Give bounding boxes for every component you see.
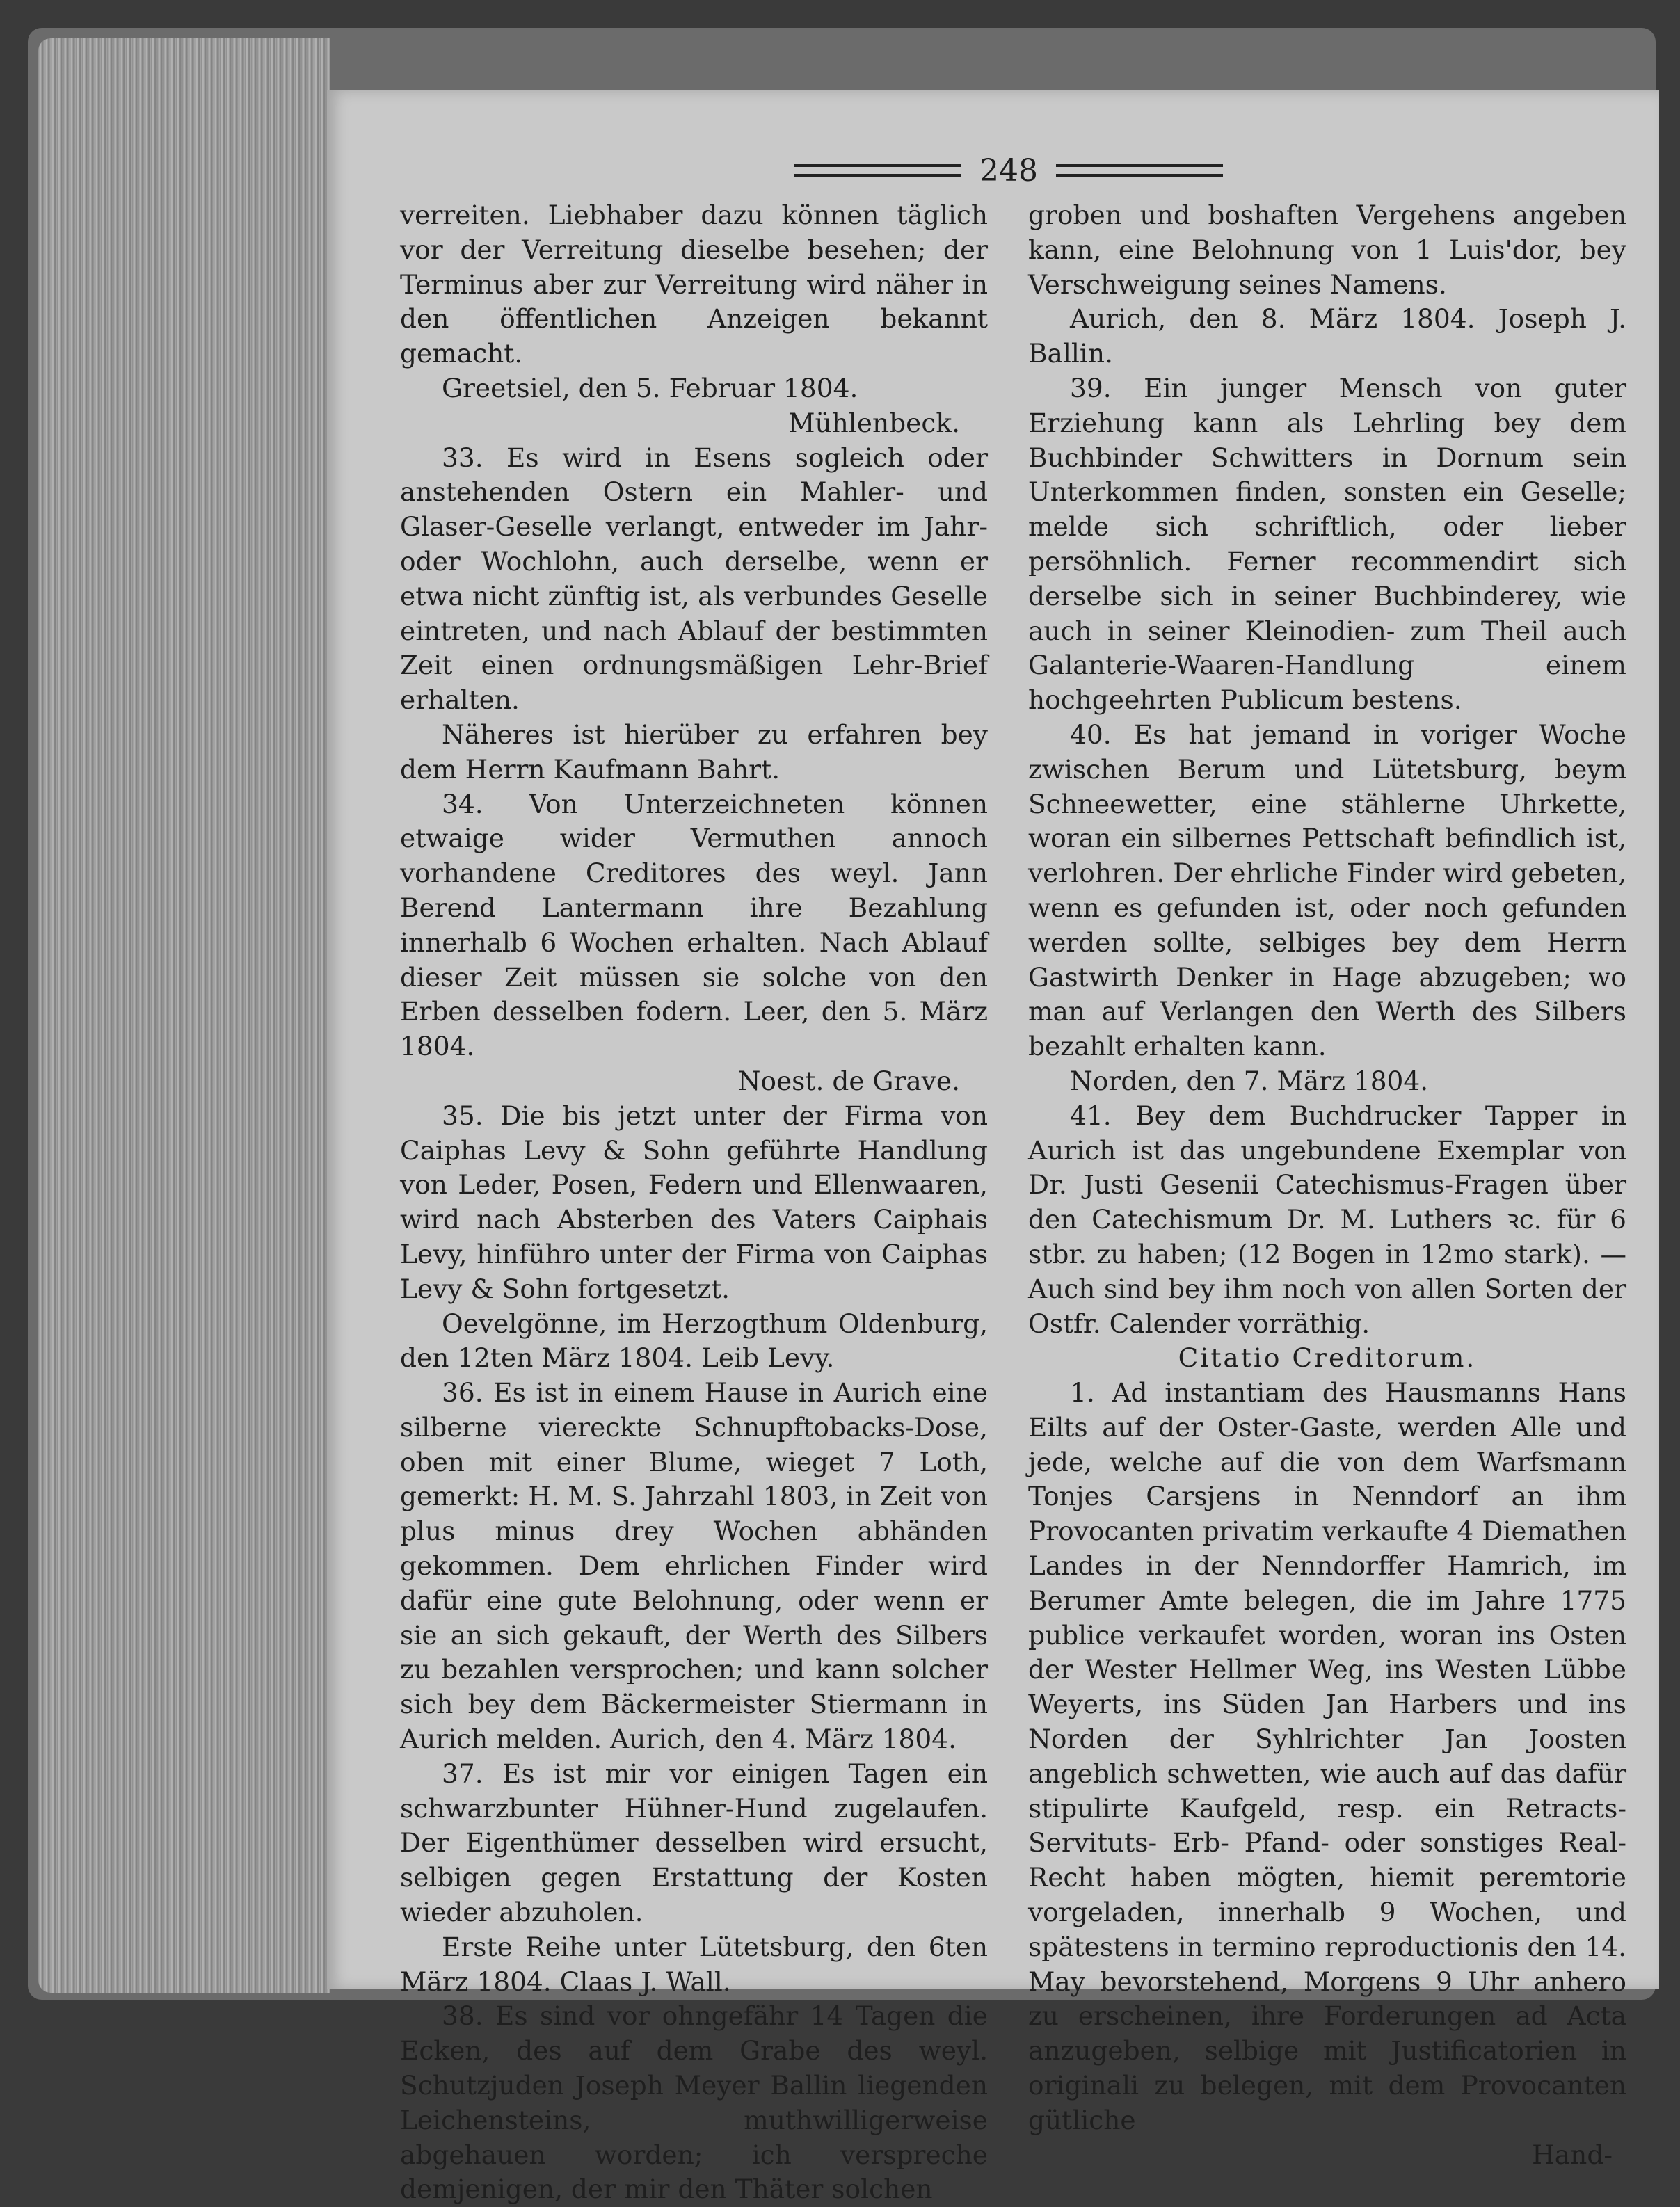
paragraph: Norden, den 7. März 1804. — [1070, 1065, 1429, 1096]
paragraph: Erste Reihe unter Lütetsburg, den 6ten März 1804. Claas J. Wall. — [400, 1931, 988, 1997]
paragraph: Aurich, den 8. März 1804. Joseph J. Ballin. — [1028, 303, 1626, 369]
header-rule-right — [1056, 164, 1223, 177]
paragraph: 37. Es ist mir vor einigen Tagen ein schwarzbunter Hühner-Hund zugelaufen. Der Eigenthümer desselben wird ersucht, selbigen gegen Erstattung der Kosten wieder abzuholen. — [400, 1758, 988, 1928]
page-header — [783, 150, 1235, 191]
signature-line: Mühlenbeck. — [788, 407, 960, 438]
paragraph: 36. Es ist in einem Hause in Aurich eine silberne viereckte Schnupftobacks-Dose, oben mit einer Blume, wieget 7 Loth, gemerkt: H. M. S. Jahrzahl 1803, in Zeit von plus minus drey Wochen abhänden gekommen. Dem ehrlichen Finder wird dafür eine gute Belohnung, oder wenn er sie an sich gekauft, der Werth des Silbers zu bezahlen versprochen; und kann solcher sich bey dem Bäckermeister Stiermann in Aurich melden. Aurich, den 4. März 1804. — [400, 1377, 988, 1755]
page-edges — [38, 38, 330, 1993]
right-column — [1028, 198, 1626, 2172]
paragraph: Oevelgönne, im Herzogthum Oldenburg, den 12ten März 1804. Leib Levy. — [400, 1308, 988, 1374]
page-number: 248 — [979, 152, 1038, 188]
paragraph: 35. Die bis jetzt unter der Firma von Caiphas Levy & Sohn geführte Handlung von Leder, Posen, Federn und Ellenwaaren, wird nach Absterben des Vaters Caiphais Levy, hinführo unter der Firma von Caiphas Levy & Sohn fortgesetzt. — [400, 1100, 988, 1304]
paragraph: 34. Von Unterzeichneten können etwaige wider Vermuthen annoch vorhandene Creditores des weyl. Jann Berend Lantermann ihre Bezahlung innerhalb 6 Wochen erhalten. Nach Ablauf dieser Zeit müssen sie solche von den Erben desselben fodern. Leer, den 5. März 1804. — [400, 788, 988, 1062]
signature-line: Noest. de Grave. — [737, 1065, 960, 1096]
paragraph: verreiten. Liebhaber dazu können täglich vor der Verreitung dieselbe besehen; der Terminus aber zur Verreitung wird näher in den öffentlichen Anzeigen bekannt gemacht. — [400, 200, 988, 369]
section-heading: Citatio Creditorum. — [1178, 1342, 1477, 1374]
left-column — [400, 198, 988, 2207]
paragraph: 40. Es hat jemand in voriger Woche zwischen Berum und Lütetsburg, beym Schneewetter, eine stählerne Uhrkette, woran ein silbernes Pettschaft befindlich ist, verlohren. Der ehrliche Finder wird gebeten, wenn es gefunden ist, oder noch gefunden werden sollte, selbiges bey dem Herrn Gastwirth Denker in Hage abzugeben; wo man auf Verlangen den Werth des Silbers bezahlt erhalten kann. — [1028, 719, 1626, 1062]
catchword: Hand- — [1532, 2139, 1613, 2170]
paragraph: Näheres ist hierüber zu erfahren bey dem Herrn Kaufmann Bahrt. — [400, 719, 988, 785]
paragraph: 1. Ad instantiam des Hausmanns Hans Eilts auf der Oster-Gaste, werden Alle und jede, welche auf die von dem Warfsmann Tonjes Carsjens in Nenndorf an ihm Provocanten privatim verkaufte 4 Diemathen Landes in der Nenndorffer Hamrich, im Berumer Amte belegen, die im Jahre 1775 publice verkaufet worden, woran ins Osten der Wester Hellmer Weg, ins Westen Lübbe Weyerts, ins Süden Jan Harbers und ins Norden der Syhlrichter Jan Joosten angeblich schwetten, wie auch auf das dafür stipulirte Kaufgeld, resp. ein Retracts- Servituts- Erb- Pfand- oder sonstiges Real-Recht haben mögten, hiemit peremtorie vorgeladen, innerhalb 9 Wochen, und spätestens in termino reproductionis den 14. May bevorstehend, Morgens 9 Uhr anhero zu erscheinen, ihre Forderungen ad Acta anzugeben, selbige mit Justificatorien in originali zu belegen, mit dem Provocanten gütliche — [1028, 1377, 1626, 2135]
paragraph: 41. Bey dem Buchdrucker Tapper in Aurich ist das ungebundene Exemplar von Dr. Justi Gesenii Catechismus-Fragen über den Catechismum Dr. M. Luthers ꝛc. für 6 stbr. zu haben; (12 Bogen in 12mo stark). — Auch sind bey ihm noch von allen Sorten der Ostfr. Calender vorräthig. — [1028, 1100, 1626, 1339]
paragraph: Greetsiel, den 5. Februar 1804. — [442, 372, 858, 403]
header-rule-left — [794, 164, 961, 177]
paragraph: 38. Es sind vor ohngefähr 14 Tagen die Ecken, des auf dem Grabe des weyl. Schutzjuden Joseph Meyer Ballin liegenden Leichensteins, muthwilligerweise abgehauen worden; ich verspreche demjenigen, der mir den Thäter solchen — [400, 2000, 988, 2205]
paragraph: 39. Ein junger Mensch von guter Erziehung kann als Lehrling bey dem Buchbinder Schwitters in Dornum sein Unterkommen finden, sonsten ein Geselle; melde sich schriftlich, oder lieber persöhnlich. Ferner recommendirt sich derselbe sich in seiner Buchbinderey, wie auch in seiner Kleinodien- zum Theil auch Galanterie-Waaren-Handlung einem hochgeehrten Publicum bestens. — [1028, 372, 1626, 716]
paragraph: groben und boshaften Vergehens angeben kann, eine Belohnung von 1 Luis'dor, bey Verschweigung seines Namens. — [1028, 200, 1626, 300]
paragraph: 33. Es wird in Esens sogleich oder anstehenden Ostern ein Mahler- und Glaser-Geselle verlangt, entweder im Jahr- oder Wochlohn, auch derselbe, wenn er etwa nicht zünftig ist, als verbundes Geselle eintreten, und nach Ablauf der bestimmten Zeit einen ordnungsmäßigen Lehr-Brief erhalten. — [400, 442, 988, 716]
